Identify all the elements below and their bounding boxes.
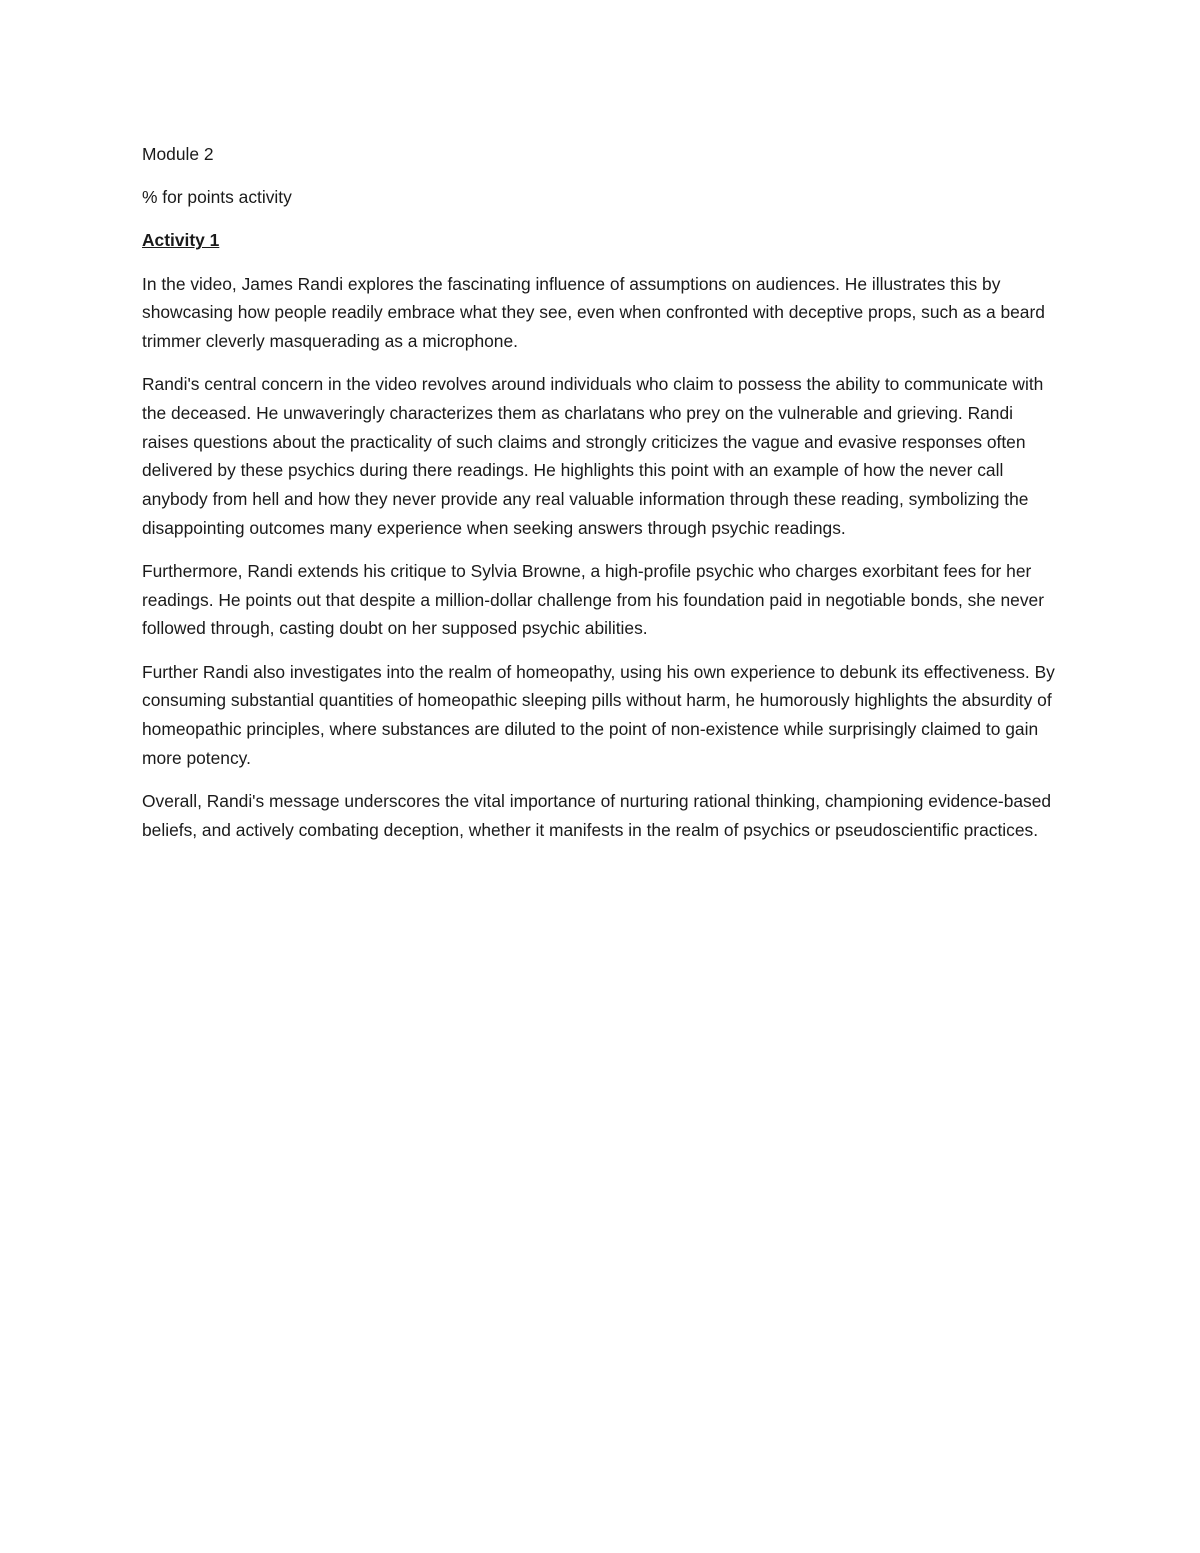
paragraph-homeopathy: Further Randi also investigates into the realm of homeopathy, using his own experience to debunk its effectiveness. By consuming substantial quantities of homeopathic sleeping pills without harm, he humorously highlights the absurdity of homeopathic principles, where substances are diluted to the point of non-existence while surprisingly claimed to gain more potency.	[142, 661, 1055, 768]
paragraph-conclusion: Overall, Randi's message underscores the vital importance of nurturing rational thinking, championing evidence-based beliefs, and actively combating deception, whether it manifests in the realm of psychics or pseudoscientific practices.	[142, 790, 1052, 840]
paragraph-intro: In the video, James Randi explores the fascinating influence of assumptions on audiences. He illustrates this by showcasing how people readily embrace what they see, even when confronted with deceptive props, such as a beard trimmer cleverly masquerading as a microphone.	[142, 273, 1045, 352]
document-body	[142, 140, 1062, 859]
module-label: Module 2	[142, 144, 214, 164]
activity-heading: Activity 1	[142, 230, 220, 251]
paragraph-central-concern: Randi's central concern in the video revolves around individuals who claim to possess the ability to communicate with the deceased. He unwaveringly characterizes them as charlatans who prey on the vulnerable and grieving. Randi raises questions about the practicality of such claims and strongly criticizes the vague and evasive responses often delivered by these psychics during there readings. He highlights this point with an example of how the never call anybody from hell and how they never provide any real valuable information through these reading, symbolizing the disappointing outcomes many experience when seeking answers through psychic readings.	[142, 374, 1044, 538]
subtitle: % for points activity	[142, 187, 292, 208]
paragraph-sylvia-browne: Furthermore, Randi extends his critique to Sylvia Browne, a high-profile psychic who charges exorbitant fees for her readings. He points out that despite a million-dollar challenge from his foundation paid in negotiable bonds, she never followed through, casting doubt on her supposed psychic abilities.	[142, 560, 1044, 639]
